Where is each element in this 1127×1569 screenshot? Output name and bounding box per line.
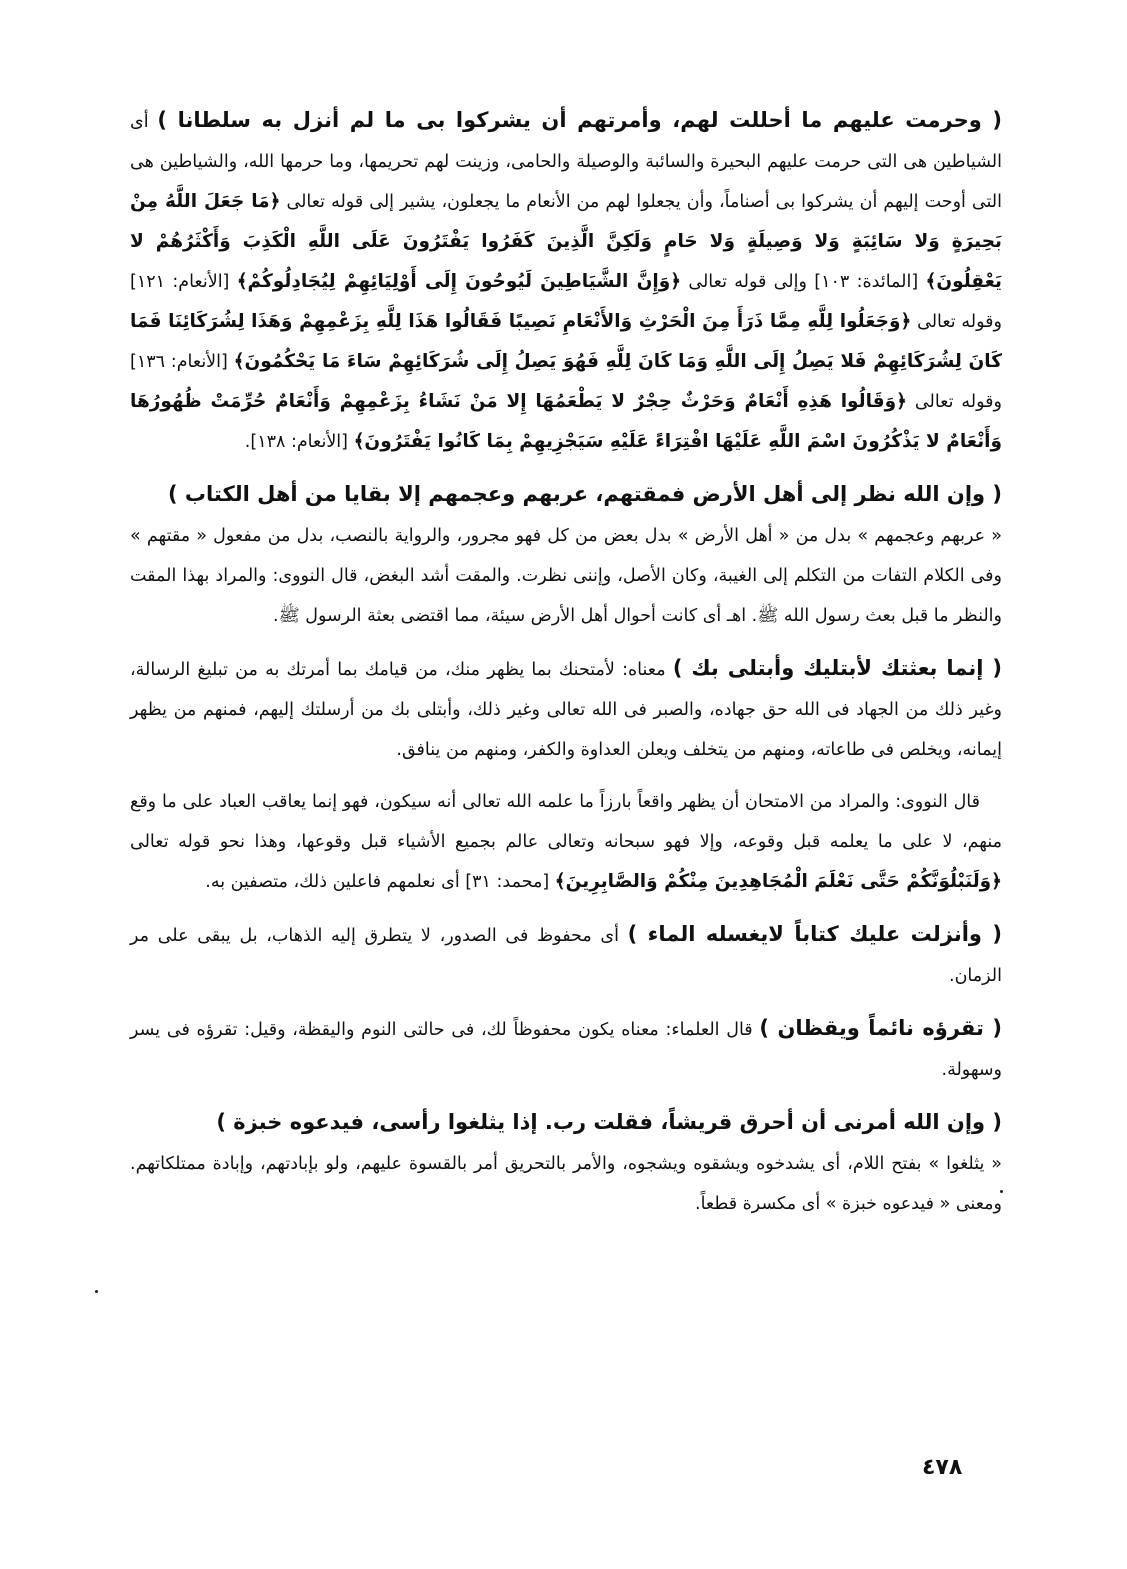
- section-book-not-washed: [130, 914, 1002, 996]
- verse-reference: [الأنعام: ١٣٦] وقوله تعالى: [130, 352, 1002, 412]
- commentary-text: أى الشياطين هى التى حرمت عليهم البحيرة والسائبة والوصيلة والحامى، وزينت لهم تحريمها، وما حرمها الله، والشياطين هى التى أوحت إليهم أن يشركوا بى أصناماً، وأن يجعلوا لهم من الأنعام ما يجعلون، يشير إلى قوله تعالى: [130, 112, 1002, 212]
- commentary-text: معناه: لأمتحنك بما يظهر منك، من قيامك بما أمرتك به من تبليغ الرسالة، وغير ذلك من الجهاد فى الله حق جهاده، والصبر فى الله تعالى وغير ذلك، وأبتلى بك من أرسلتك إليهم، فمنهم من يظهر إيمانه، ويخلص فى طاعاته، ومنهم من يتخلف ويعلن العداوة والكفر، ومنهم من ينافق.: [130, 660, 1002, 760]
- page-number: ٤٧٨: [922, 1455, 963, 1480]
- commentary-text: « يثلغوا » بفتح اللام، أى يشدخوه ويشقوه ويشجوه، والأمر بالتحريق أمر بالقسوة عليهم، ولو بإبادتهم، وإبادة ممتلكاتهم. ومعنى « فيدعوه خبزة » أى مكسرة قطعاً.: [130, 1154, 1002, 1214]
- section-trial: [130, 648, 1002, 770]
- verse-reference: [المائدة: ١٠٣] وإلى قوله تعالى: [688, 272, 919, 292]
- commentary-text: « عربهم وعجمهم » بدل من « أهل الأرض » بدل بعض من كل فهو مجرور، والرواية بالنصب، بدل من مفعول « مقتهم » وفى الكلام التفات من التكلم إلى الغيبة، وكان الأصل، وإننى نظرت. والمقت أشد البغض، قال النووى: والمراد بهذا المقت والنظر ما قبل بعث رسول الله ﷺ. اهـ أى كانت أحوال أهل الأرض سيئة، مما اقتضى بعثة الرسول ﷺ.: [130, 526, 1002, 626]
- section-burn-quraysh: [130, 1102, 1002, 1224]
- scan-speck: [95, 1290, 98, 1293]
- section-god-looked: [130, 474, 1002, 636]
- hadith-heading: ( وإن الله أمرنى أن أحرق قريشاً، فقلت رب. إذا يثلغوا رأسى، فيدعوه خبزة ): [216, 1110, 1002, 1134]
- quran-verse: ﴿وَإِنَّ الشَّيَاطِينَ لَيُوحُونَ إِلَى أَوْلِيَائِهِمْ لِيُجَادِلُوكُمْ﴾: [236, 271, 682, 292]
- page-body: [130, 100, 1002, 1224]
- verse-reference: [محمد: ٣١] أى نعلمهم فاعلين ذلك، متصفين به.: [205, 872, 550, 892]
- quran-verse: ﴿وَلَنَبْلُوَنَّكُمْ حَتَّى نَعْلَمَ الْمُجَاهِدِينَ مِنْكُمْ وَالصَّابِرِينَ﴾: [554, 871, 1002, 892]
- commentary-text: قال العلماء: معناه يكون محفوظاً لك، فى حالتى النوم واليقظة، وقيل: تقرؤه فى يسر وسهولة.: [130, 1020, 1002, 1080]
- hadith-heading: ( وأنزلت عليك كتاباً لايغسله الماء ): [627, 922, 1002, 946]
- scan-speck: [1000, 1190, 1003, 1193]
- commentary-text: أى محفوظ فى الصدور، لا يتطرق إليه الذهاب، بل يبقى على مر الزمان.: [130, 926, 1002, 986]
- hadith-heading: ( تقرؤه نائماً ويقظان ): [759, 1016, 1002, 1040]
- section-forbidden-livestock: [130, 100, 1002, 462]
- hadith-heading: ( وحرمت عليهم ما أحللت لهم، وأمرتهم أن يشركوا بى ما لم أنزل به سلطانا ): [157, 108, 1002, 132]
- section-recite: [130, 1008, 1002, 1090]
- verse-reference: [الأنعام: ١٢١] وقوله تعالى: [130, 272, 1002, 332]
- section-nawawi-note: [130, 782, 1002, 902]
- hadith-heading: ( وإن الله نظر إلى أهل الأرض فمقتهم، عربهم وعجمهم إلا بقايا من أهل الكتاب ): [168, 482, 1002, 506]
- quran-verse: ﴿وَقَالُوا هَذِهِ أَنْعَامٌ وَحَرْثٌ حِجْرٌ لا يَطْعَمُهَا إِلا مَنْ نَشَاءُ بِزَعْمِهِمْ وَأَنْعَامٌ حُرِّمَتْ ظُهُورُهَا وَأَنْعَامٌ لا يَذْكُرُونَ اسْمَ اللَّهِ عَلَيْهَا افْتِرَاءً عَلَيْهِ سَيَجْزِيهِمْ بِمَا كَانُوا يَفْتَرُونَ﴾: [130, 391, 1002, 452]
- verse-reference: [الأنعام: ١٣٨].: [244, 432, 348, 452]
- quran-verse: ﴿مَا جَعَلَ اللَّهُ مِنْ بَحِيرَةٍ وَلا سَائِبَةٍ وَلا وَصِيلَةٍ وَلا حَامٍ وَلَكِنَّ الَّذِينَ كَفَرُوا يَفْتَرُونَ عَلَى اللَّهِ الْكَذِبَ وَأَكْثَرُهُمْ لا يَعْقِلُونَ﴾: [130, 191, 1002, 292]
- commentary-text: قال النووى: والمراد من الامتحان أن يظهر واقعاً بارزاً ما علمه الله تعالى أنه سيكون، فهو إنما يعاقب العباد على ما وقع منهم، لا على ما يعلمه قبل وقوعه، وإلا فهو سبحانه وتعالى عالم بجميع الأشياء قبل وقوعها، وهذا نحو قوله تعالى: [130, 792, 1002, 852]
- quran-verse: ﴿وَجَعَلُوا لِلَّهِ مِمَّا ذَرَأَ مِنَ الْحَرْثِ وَالأَنْعَامِ نَصِيبًا فَقَالُوا هَذَا لِلَّهِ بِزَعْمِهِمْ وَهَذَا لِشُرَكَائِنَا فَمَا كَانَ لِشُرَكَائِهِمْ فَلا يَصِلُ إِلَى اللَّهِ وَمَا كَانَ لِلَّهِ فَهُوَ يَصِلُ إِلَى شُرَكَائِهِمْ سَاءَ مَا يَحْكُمُونَ﴾: [130, 311, 1002, 372]
- hadith-heading: ( إنما بعثتك لأبتليك وأبتلى بك ): [672, 656, 1002, 680]
